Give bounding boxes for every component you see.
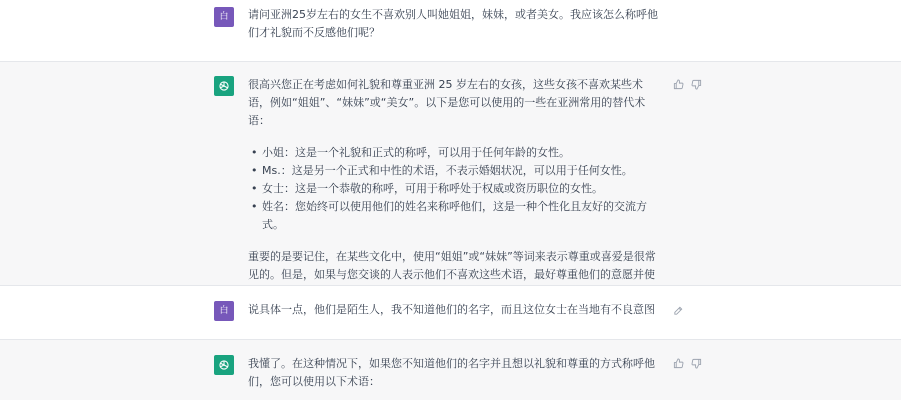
thumbs-down-icon[interactable]: [690, 357, 702, 369]
feedback-actions: [672, 78, 702, 90]
message-text: 请问亚洲25岁左右的女生不喜欢别人叫她姐姐，妹妹，或者美女。我应该怎么称呼他们才礼貌而不反感他们呢？: [248, 8, 658, 39]
user-message: [0, 0, 901, 62]
message-text: 说具体一点，他们是陌生人，我不知道他们的名字，而且这位女士在当地有不良意图: [248, 303, 655, 316]
message-content: [248, 6, 664, 42]
thumbs-down-icon[interactable]: [690, 78, 702, 90]
openai-logo-icon: [214, 76, 234, 96]
assistant-message: [0, 62, 901, 286]
message-content: [248, 355, 664, 391]
user-message: [0, 286, 901, 340]
list-item: • 女士：这是一个恭敬的称呼，可用于称呼处于权威或资历职位的女性。: [248, 180, 664, 198]
thumbs-up-icon[interactable]: [672, 78, 684, 90]
edit-icon[interactable]: [672, 304, 684, 316]
suggestion-list: [248, 144, 664, 234]
user-avatar: 白: [214, 7, 234, 27]
message-actions: [672, 304, 684, 316]
message-content: [248, 301, 664, 319]
list-item: • 姓名：您始终可以使用他们的姓名来称呼他们，这是一种个性化且友好的交流方式。: [248, 198, 664, 234]
feedback-actions: [672, 357, 702, 369]
list-item: • 小姐：这是一个礼貌和正式的称呼，可以用于任何年龄的女性。: [248, 144, 664, 162]
message-outro: 重要的是要记住，在某些文化中，使用“姐姐”或“妹妹”等词来表示尊重或喜爱是很常见的。但是，如果与您交谈的人表示他们不喜欢这些术语，最好尊重他们的意愿并使: [248, 250, 656, 281]
thumbs-up-icon[interactable]: [672, 357, 684, 369]
user-avatar: 白: [214, 301, 234, 321]
openai-logo-icon: [214, 355, 234, 375]
message-intro: 很高兴您正在考虑如何礼貌和尊重亚洲 25 岁左右的女孩，这些女孩不喜欢某些术语，例如“姐姐”、“妹妹”或“美女”。以下是您可以使用的一些在亚洲常用的替代术语：: [248, 78, 646, 127]
list-item: • Ms.：这是另一个正式和中性的术语，不表示婚姻状况，可以用于任何女性。: [248, 162, 664, 180]
message-text: 我懂了。在这种情况下，如果您不知道他们的名字并且想以礼貌和尊重的方式称呼他们，您可以使用以下术语：: [248, 357, 655, 388]
assistant-message: [0, 340, 901, 400]
message-content: [248, 76, 664, 302]
